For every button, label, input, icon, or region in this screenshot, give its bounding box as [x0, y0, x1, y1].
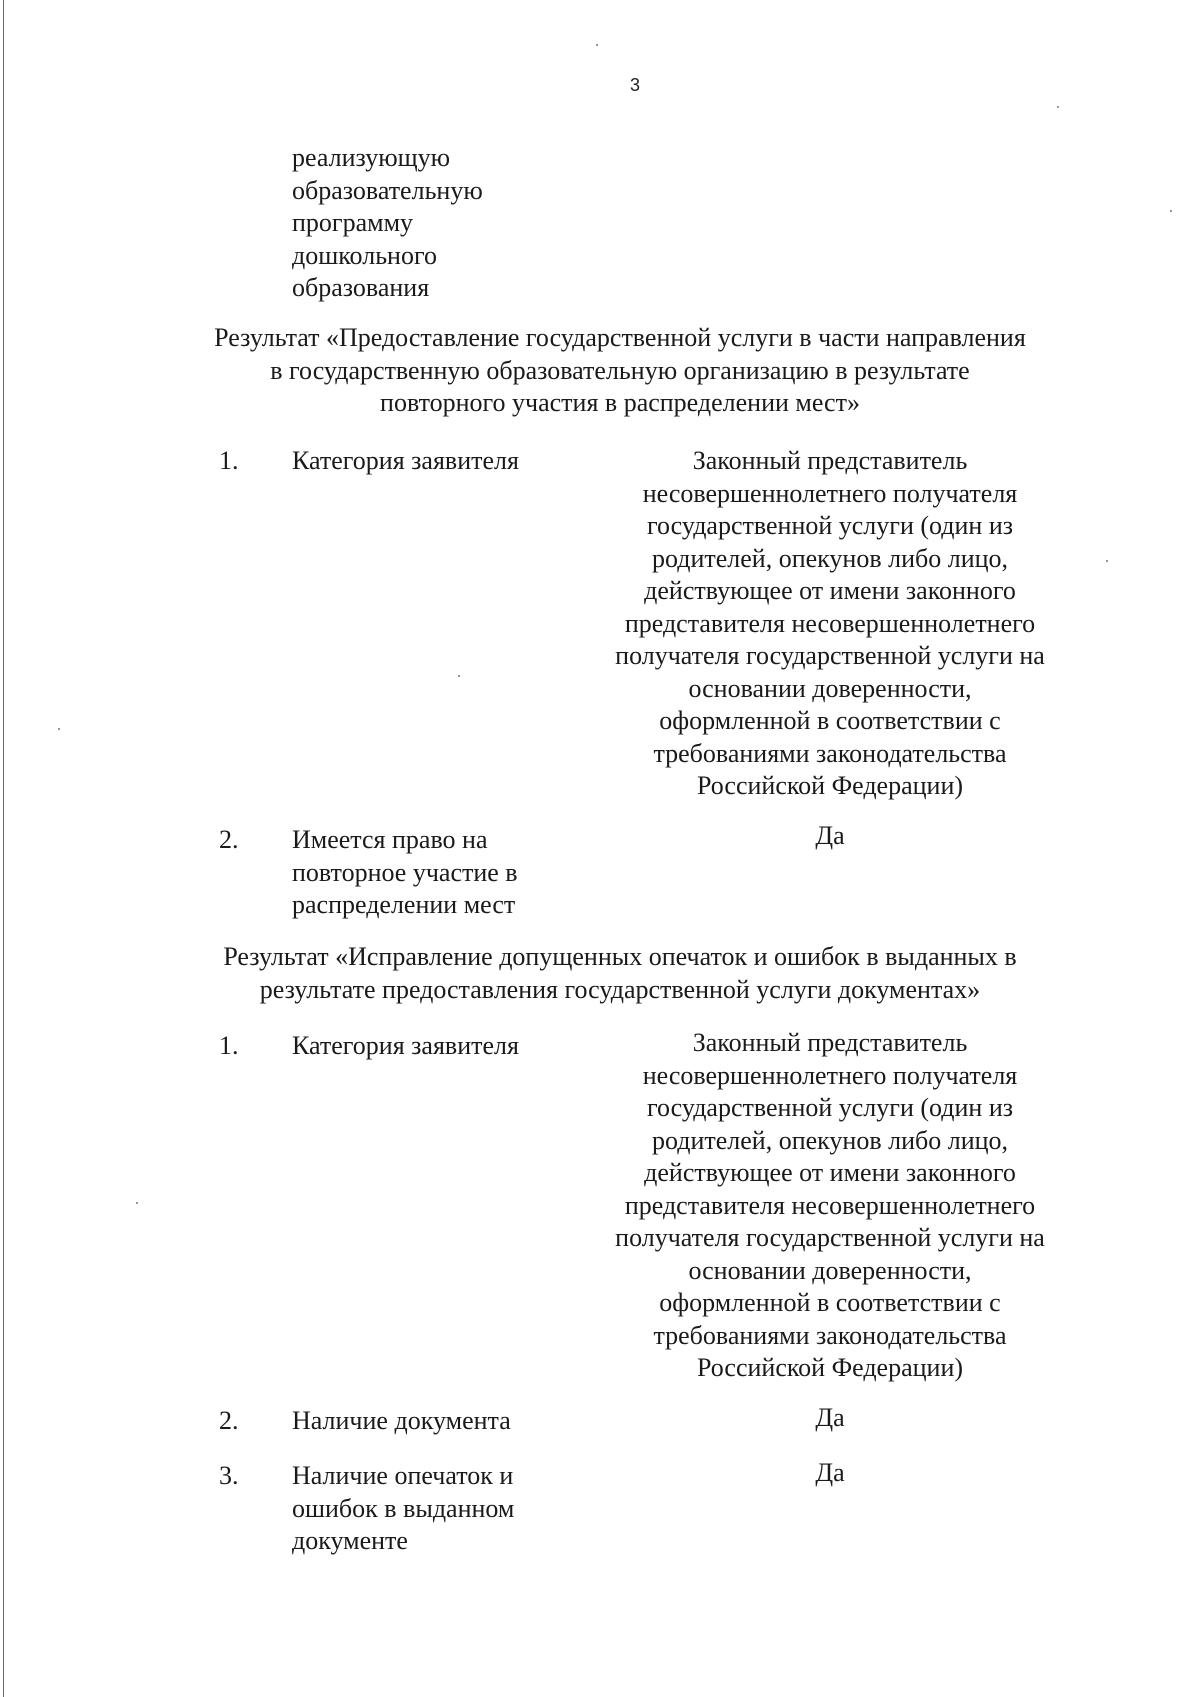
- continuation-line: программу: [292, 208, 414, 237]
- row-value-line: государственной услуги (один из: [646, 511, 1014, 540]
- row-label-line: Наличие документа: [292, 1406, 511, 1435]
- row-value-line: Российской Федерации): [696, 1353, 964, 1382]
- row-value-line: представителя несовершеннолетнего: [624, 608, 1036, 638]
- row-value-line: несовершеннолетнего получателя: [642, 478, 1018, 508]
- section-heading-line: результате предоставления государственной услуги документах»: [259, 974, 981, 1004]
- row-value: [580, 1027, 1080, 1385]
- row-number: 2.: [219, 1406, 239, 1435]
- row-value-line: родителей, опекунов либо лицо,: [651, 543, 1009, 573]
- continuation-line: образовательную: [292, 175, 483, 205]
- row-label-line: Наличие опечаток и: [292, 1461, 514, 1490]
- row-value: [580, 1457, 1080, 1490]
- scan-speck: [1170, 210, 1172, 212]
- row-number: 2.: [219, 825, 239, 854]
- row-label-line: Категория заявителя: [292, 1031, 519, 1060]
- section-heading-line: повторного участия в распределении мест»: [380, 388, 860, 417]
- row-value-line: получателя государственной услуги на: [615, 641, 1045, 670]
- scan-speck: [1106, 560, 1108, 562]
- row-number: 1.: [219, 446, 239, 475]
- row-value-line: получателя государственной услуги на: [615, 1223, 1045, 1252]
- scan-speck: [136, 1202, 138, 1204]
- row-label: [292, 1405, 592, 1438]
- row-value-line: Российской Федерации): [696, 771, 964, 800]
- row-label-line: Категория заявителя: [292, 446, 519, 475]
- row-value-line: Да: [815, 821, 845, 850]
- row-value-line: государственной услуги (один из: [646, 1093, 1014, 1122]
- scan-speck: [458, 675, 460, 677]
- row-value-line: Да: [815, 1403, 845, 1432]
- row-value-line: основании доверенности,: [688, 1255, 972, 1285]
- scan-speck: [596, 44, 598, 46]
- continuation-text: [292, 142, 592, 305]
- row-number: 1.: [219, 1031, 239, 1060]
- page-number: 3: [630, 75, 641, 95]
- row-value-line: основании доверенности,: [688, 673, 972, 703]
- row-value-line: представителя несовершеннолетнего: [624, 1190, 1036, 1220]
- continuation-line: образования: [292, 273, 430, 302]
- row-label: [292, 445, 592, 478]
- section-heading-line: в государственную образовательную организацию в результате: [270, 355, 970, 385]
- row-value: [580, 1402, 1080, 1435]
- scan-edge-line: [3, 0, 4, 1697]
- row-value-line: действующее от имени законного: [644, 1158, 1016, 1187]
- row-value-line: несовершеннолетнего получателя: [642, 1060, 1018, 1090]
- row-label-line: распределении мест: [292, 890, 516, 919]
- scan-speck: [1057, 106, 1059, 108]
- row-value-line: требованиями законодательства: [653, 738, 1007, 768]
- row-value: [580, 820, 1080, 853]
- row-value-line: действующее от имени законного: [644, 576, 1016, 605]
- row-value: [580, 445, 1080, 803]
- scan-speck: [58, 728, 60, 730]
- section-heading: [150, 322, 1090, 420]
- row-label-line: Имеется право на: [292, 825, 488, 854]
- continuation-line: дошкольного: [292, 240, 437, 270]
- row-label: [292, 824, 592, 922]
- row-value-line: родителей, опекунов либо лицо,: [651, 1125, 1009, 1155]
- row-value-line: оформленной в соответствии с: [659, 1288, 1001, 1317]
- row-label: [292, 1030, 592, 1063]
- row-label-line: ошибок в выданном: [292, 1493, 515, 1523]
- continuation-line: реализующую: [292, 143, 451, 172]
- section-heading-line: Результат «Предоставление государственной услуги в части направления: [214, 323, 1026, 352]
- row-label: [292, 1460, 592, 1558]
- section-heading-line: Результат «Исправление допущенных опечаток и ошибок в выданных в: [223, 942, 1017, 971]
- row-value-line: Законный представитель: [692, 1028, 968, 1057]
- row-label-line: повторное участие в: [292, 857, 518, 887]
- row-value-line: требованиями законодательства: [653, 1320, 1007, 1350]
- row-value-line: Законный представитель: [692, 446, 968, 475]
- row-value-line: оформленной в соответствии с: [659, 706, 1001, 735]
- row-value-line: Да: [815, 1458, 845, 1487]
- row-label-line: документе: [292, 1526, 408, 1555]
- row-number: 3.: [219, 1461, 239, 1490]
- section-heading: [150, 941, 1090, 1006]
